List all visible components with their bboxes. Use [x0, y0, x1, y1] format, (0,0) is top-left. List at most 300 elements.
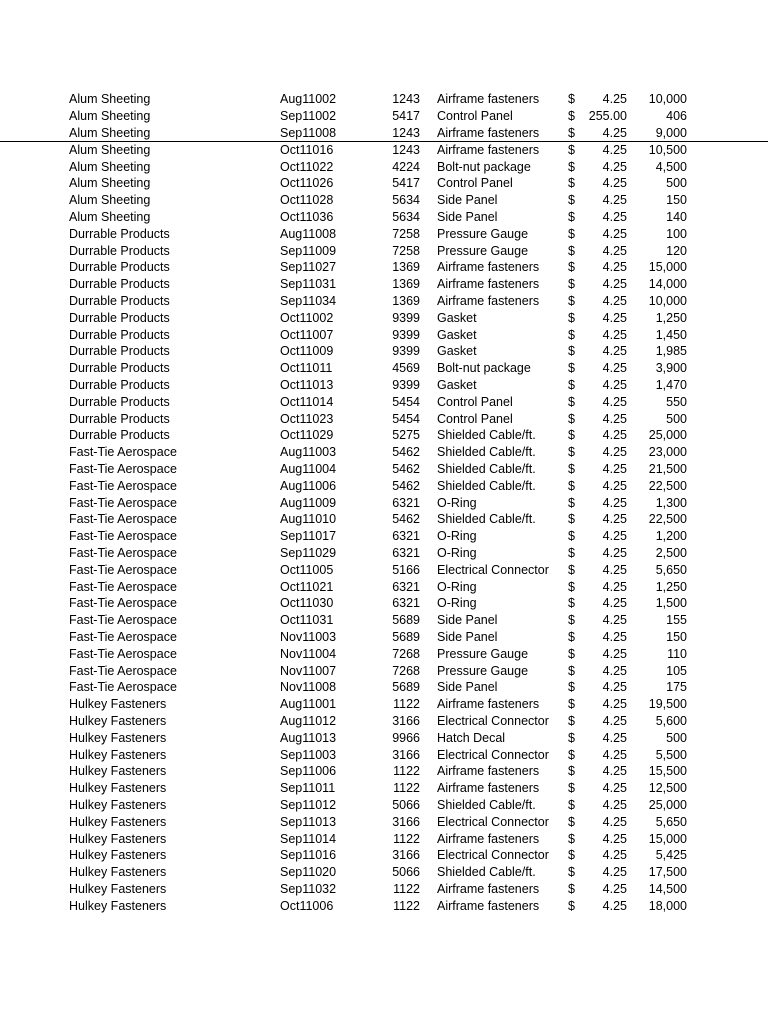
part-number-cell: 5417: [392, 108, 420, 123]
supplier-cell: Durrable Products: [69, 361, 170, 376]
quantity-cell: 17,500: [648, 865, 687, 880]
table-row: [0, 763, 768, 780]
quantity-cell: 110: [667, 646, 687, 661]
table-row: [0, 511, 768, 528]
description-cell: Side Panel: [437, 193, 498, 208]
unit-price-cell: 4.25: [602, 462, 627, 477]
part-number-cell: 7258: [392, 226, 420, 241]
unit-price-cell: 4.25: [602, 646, 627, 661]
supplier-cell: Fast-Tie Aerospace: [69, 613, 177, 628]
currency-symbol-cell: $: [568, 562, 575, 577]
quantity-cell: 550: [666, 394, 687, 409]
quantity-cell: 500: [666, 176, 687, 191]
unit-price-cell: 4.25: [602, 781, 627, 796]
currency-symbol-cell: $: [568, 108, 575, 123]
unit-price-cell: 4.25: [602, 478, 627, 493]
currency-symbol-cell: $: [568, 881, 575, 896]
order-number-cell: Oct11028: [280, 193, 334, 208]
unit-price-cell: 4.25: [602, 814, 627, 829]
currency-symbol-cell: $: [568, 310, 575, 325]
quantity-cell: 19,500: [648, 697, 687, 712]
order-number-cell: Aug11006: [280, 478, 337, 493]
description-cell: O-Ring: [437, 596, 477, 611]
supplier-cell: Fast-Tie Aerospace: [69, 680, 177, 695]
description-cell: Airframe fasteners: [437, 831, 540, 846]
order-number-cell: Oct11007: [280, 327, 334, 342]
currency-symbol-cell: $: [568, 411, 575, 426]
description-cell: Airframe fasteners: [437, 898, 540, 913]
supplier-cell: Fast-Tie Aerospace: [69, 596, 177, 611]
order-number-cell: Aug11003: [280, 445, 337, 460]
order-number-cell: Oct11022: [280, 159, 334, 174]
unit-price-cell: 4.25: [602, 193, 627, 208]
table-row: [0, 797, 768, 814]
unit-price-cell: 4.25: [602, 344, 627, 359]
table-row: [0, 343, 768, 360]
currency-symbol-cell: $: [568, 361, 575, 376]
part-number-cell: 5689: [392, 680, 420, 695]
table-row: [0, 192, 768, 209]
quantity-cell: 1,985: [655, 344, 687, 359]
table-row: [0, 411, 768, 428]
supplier-cell: Fast-Tie Aerospace: [69, 546, 177, 561]
order-number-cell: Sep11031: [280, 277, 337, 292]
part-number-cell: 7258: [392, 243, 420, 258]
part-number-cell: 7268: [392, 646, 420, 661]
currency-symbol-cell: $: [568, 512, 575, 527]
description-cell: Electrical Connector: [437, 747, 549, 762]
order-number-cell: Aug11008: [280, 226, 337, 241]
quantity-cell: 406: [666, 108, 687, 123]
table-row: [0, 663, 768, 680]
description-cell: O-Ring: [437, 529, 477, 544]
currency-symbol-cell: $: [568, 797, 575, 812]
order-number-cell: Oct11031: [280, 613, 334, 628]
unit-price-cell: 4.25: [602, 680, 627, 695]
quantity-cell: 14,000: [648, 277, 687, 292]
order-number-cell: Sep11027: [280, 260, 337, 275]
order-number-cell: Sep11011: [280, 781, 336, 796]
quantity-cell: 140: [666, 210, 687, 225]
unit-price-cell: 4.25: [602, 294, 627, 309]
order-number-cell: Sep11009: [280, 243, 337, 258]
description-cell: Airframe fasteners: [437, 142, 540, 157]
unit-price-cell: 4.25: [602, 159, 627, 174]
part-number-cell: 1243: [392, 142, 420, 157]
part-number-cell: 4224: [392, 159, 420, 174]
unit-price-cell: 4.25: [602, 512, 627, 527]
table-row: [0, 327, 768, 344]
currency-symbol-cell: $: [568, 713, 575, 728]
unit-price-cell: 4.25: [602, 831, 627, 846]
table-row: [0, 898, 768, 915]
quantity-cell: 500: [666, 730, 687, 745]
unit-price-cell: 4.25: [602, 428, 627, 443]
currency-symbol-cell: $: [568, 663, 575, 678]
description-cell: Airframe fasteners: [437, 294, 540, 309]
unit-price-cell: 4.25: [602, 730, 627, 745]
part-number-cell: 5689: [392, 630, 420, 644]
quantity-cell: 150: [666, 193, 687, 208]
quantity-cell: 500: [666, 411, 687, 426]
unit-price-cell: 4.25: [602, 394, 627, 409]
description-cell: Bolt-nut package: [437, 159, 531, 174]
quantity-cell: 175: [666, 680, 687, 695]
description-cell: Shielded Cable/ft.: [437, 865, 536, 880]
currency-symbol-cell: $: [568, 226, 575, 241]
currency-symbol-cell: $: [568, 125, 575, 140]
supplier-cell: Fast-Tie Aerospace: [69, 646, 177, 661]
supplier-cell: Fast-Tie Aerospace: [69, 562, 177, 577]
description-cell: Shielded Cable/ft.: [437, 478, 536, 493]
supplier-cell: Fast-Tie Aerospace: [69, 478, 177, 493]
description-cell: Airframe fasteners: [437, 881, 540, 896]
supplier-cell: Fast-Tie Aerospace: [69, 630, 177, 644]
part-number-cell: 9399: [392, 344, 420, 359]
quantity-cell: 5,600: [655, 713, 687, 728]
table-row: [0, 696, 768, 713]
currency-symbol-cell: $: [568, 697, 575, 712]
quantity-cell: 25,000: [648, 797, 687, 812]
quantity-cell: 105: [666, 663, 687, 678]
part-number-cell: 4569: [392, 361, 420, 376]
quantity-cell: 155: [666, 613, 687, 628]
table-row: [0, 847, 768, 864]
currency-symbol-cell: $: [568, 193, 575, 208]
description-cell: Side Panel: [437, 613, 498, 628]
quantity-cell: 2,500: [655, 546, 687, 561]
unit-price-cell: 4.25: [602, 747, 627, 762]
currency-symbol-cell: $: [568, 865, 575, 880]
currency-symbol-cell: $: [568, 327, 575, 342]
unit-price-cell: 4.25: [602, 277, 627, 292]
currency-symbol-cell: $: [568, 210, 575, 225]
table-row: [0, 730, 768, 747]
unit-price-cell: 4.25: [602, 226, 627, 241]
quantity-cell: 14,500: [648, 881, 687, 896]
part-number-cell: 6321: [392, 495, 420, 510]
order-number-cell: Oct11006: [280, 898, 334, 913]
quantity-cell: 10,000: [648, 294, 687, 309]
description-cell: Pressure Gauge: [437, 226, 529, 241]
supplier-cell: Durrable Products: [69, 226, 170, 241]
description-cell: Shielded Cable/ft.: [437, 462, 536, 477]
unit-price-cell: 4.25: [602, 898, 627, 913]
unit-price-cell: 4.25: [602, 865, 627, 880]
order-number-cell: Sep11032: [280, 881, 337, 896]
table-row: [0, 91, 768, 108]
order-number-cell: Sep11029: [280, 546, 337, 561]
table-row: [0, 629, 768, 646]
unit-price-cell: 4.25: [602, 260, 627, 275]
description-cell: Control Panel: [437, 176, 513, 191]
table-row: [0, 293, 768, 310]
order-number-cell: Oct11030: [280, 596, 334, 611]
part-number-cell: 1369: [392, 260, 420, 275]
supplier-cell: Durrable Products: [69, 243, 170, 258]
quantity-cell: 15,000: [648, 831, 687, 846]
supplier-cell: Alum Sheeting: [69, 125, 151, 140]
description-cell: Gasket: [437, 378, 477, 393]
part-number-cell: 1369: [392, 294, 420, 309]
order-number-cell: Oct11014: [280, 394, 334, 409]
description-cell: Pressure Gauge: [437, 646, 529, 661]
unit-price-cell: 4.25: [602, 663, 627, 678]
table-row: [0, 377, 768, 394]
description-cell: Electrical Connector: [437, 713, 549, 728]
supplier-cell: Durrable Products: [69, 327, 170, 342]
supplier-cell: Durrable Products: [69, 411, 170, 426]
currency-symbol-cell: $: [568, 478, 575, 493]
order-number-cell: Sep11006: [280, 764, 337, 779]
part-number-cell: 5689: [392, 613, 420, 628]
table-row: [0, 713, 768, 730]
description-cell: Electrical Connector: [437, 562, 549, 577]
order-number-cell: Oct11005: [280, 562, 334, 577]
unit-price-cell: 4.25: [602, 613, 627, 628]
order-number-cell: Sep11012: [280, 797, 337, 812]
supplier-cell: Fast-Tie Aerospace: [69, 579, 177, 594]
description-cell: Airframe fasteners: [437, 764, 540, 779]
part-number-cell: 6321: [392, 529, 420, 544]
unit-price-cell: 4.25: [602, 881, 627, 896]
unit-price-cell: 4.25: [602, 630, 627, 644]
part-number-cell: 5275: [392, 428, 420, 443]
description-cell: Airframe fasteners: [437, 697, 540, 712]
table-row: [0, 595, 768, 612]
quantity-cell: 21,500: [648, 462, 687, 477]
part-number-cell: 5417: [392, 176, 420, 191]
description-cell: O-Ring: [437, 579, 477, 594]
description-cell: Airframe fasteners: [437, 92, 540, 106]
unit-price-cell: 4.25: [602, 142, 627, 157]
table-row: [0, 579, 768, 596]
currency-symbol-cell: $: [568, 831, 575, 846]
part-number-cell: 5462: [392, 512, 420, 527]
order-number-cell: Oct11013: [280, 378, 334, 393]
currency-symbol-cell: $: [568, 445, 575, 460]
unit-price-cell: 4.25: [602, 713, 627, 728]
currency-symbol-cell: $: [568, 596, 575, 611]
order-number-cell: Aug11004: [280, 462, 337, 477]
unit-price-cell: 4.25: [602, 764, 627, 779]
unit-price-cell: 255.00: [588, 108, 627, 123]
currency-symbol-cell: $: [568, 243, 575, 258]
description-cell: Control Panel: [437, 108, 513, 123]
quantity-cell: 1,500: [655, 596, 687, 611]
table-row: [0, 276, 768, 293]
part-number-cell: 1122: [393, 764, 420, 779]
supplier-cell: Alum Sheeting: [69, 159, 151, 174]
supplier-cell: Fast-Tie Aerospace: [69, 462, 177, 477]
currency-symbol-cell: $: [568, 730, 575, 745]
table-row: [0, 679, 768, 696]
table-row: [0, 175, 768, 192]
quantity-cell: 18,000: [648, 898, 687, 913]
description-cell: Side Panel: [437, 210, 498, 225]
supplier-cell: Hulkey Fasteners: [69, 697, 167, 712]
description-cell: Gasket: [437, 310, 477, 325]
table-row: [0, 444, 768, 461]
part-number-cell: 5066: [392, 865, 420, 880]
order-number-cell: Aug11001: [280, 697, 337, 712]
quantity-cell: 25,000: [648, 428, 687, 443]
description-cell: Shielded Cable/ft.: [437, 428, 536, 443]
supplier-cell: Durrable Products: [69, 428, 170, 443]
spreadsheet-table: [0, 91, 768, 915]
currency-symbol-cell: $: [568, 898, 575, 913]
order-number-cell: Oct11016: [280, 142, 334, 157]
order-number-cell: Aug11009: [280, 495, 337, 510]
order-number-cell: Sep11003: [280, 747, 337, 762]
part-number-cell: 1243: [392, 125, 420, 140]
quantity-cell: 5,650: [655, 814, 687, 829]
part-number-cell: 9966: [392, 730, 420, 745]
description-cell: Side Panel: [437, 680, 498, 695]
description-cell: Pressure Gauge: [437, 663, 529, 678]
order-number-cell: Oct11036: [280, 210, 334, 225]
order-number-cell: Oct11026: [280, 176, 334, 191]
part-number-cell: 6321: [392, 596, 420, 611]
part-number-cell: 1122: [393, 898, 420, 913]
table-row: [0, 461, 768, 478]
order-number-cell: Aug11002: [280, 92, 337, 106]
part-number-cell: 6321: [392, 579, 420, 594]
unit-price-cell: 4.25: [602, 243, 627, 258]
currency-symbol-cell: $: [568, 630, 575, 644]
part-number-cell: 9399: [392, 327, 420, 342]
description-cell: Airframe fasteners: [437, 125, 540, 140]
quantity-cell: 5,650: [655, 562, 687, 577]
order-number-cell: Oct11011: [280, 361, 333, 376]
description-cell: Side Panel: [437, 630, 498, 644]
part-number-cell: 6321: [392, 546, 420, 561]
supplier-cell: Durrable Products: [69, 394, 170, 409]
table-row: [0, 831, 768, 848]
supplier-cell: Alum Sheeting: [69, 210, 151, 225]
unit-price-cell: 4.25: [602, 562, 627, 577]
unit-price-cell: 4.25: [602, 797, 627, 812]
description-cell: Electrical Connector: [437, 814, 549, 829]
part-number-cell: 9399: [392, 310, 420, 325]
currency-symbol-cell: $: [568, 378, 575, 393]
currency-symbol-cell: $: [568, 176, 575, 191]
currency-symbol-cell: $: [568, 781, 575, 796]
unit-price-cell: 4.25: [602, 210, 627, 225]
part-number-cell: 7268: [392, 663, 420, 678]
part-number-cell: 5454: [392, 394, 420, 409]
quantity-cell: 10,500: [648, 142, 687, 157]
part-number-cell: 3166: [392, 848, 420, 863]
currency-symbol-cell: $: [568, 814, 575, 829]
quantity-cell: 1,250: [655, 579, 687, 594]
quantity-cell: 10,000: [648, 92, 687, 106]
table-row: [0, 159, 768, 176]
part-number-cell: 5166: [392, 562, 420, 577]
supplier-cell: Alum Sheeting: [69, 142, 151, 157]
table-row: [0, 394, 768, 411]
order-number-cell: Aug11010: [280, 512, 337, 527]
part-number-cell: 1243: [392, 92, 420, 106]
part-number-cell: 5462: [392, 445, 420, 460]
unit-price-cell: 4.25: [602, 378, 627, 393]
table-row: [0, 881, 768, 898]
supplier-cell: Hulkey Fasteners: [69, 730, 167, 745]
table-row: [0, 259, 768, 276]
supplier-cell: Hulkey Fasteners: [69, 898, 167, 913]
quantity-cell: 120: [666, 243, 687, 258]
currency-symbol-cell: $: [568, 260, 575, 275]
supplier-cell: Fast-Tie Aerospace: [69, 512, 177, 527]
order-number-cell: Sep11008: [280, 125, 337, 140]
order-number-cell: Aug11012: [280, 713, 337, 728]
order-number-cell: Sep11014: [280, 831, 337, 846]
supplier-cell: Durrable Products: [69, 310, 170, 325]
currency-symbol-cell: $: [568, 613, 575, 628]
currency-symbol-cell: $: [568, 294, 575, 309]
quantity-cell: 23,000: [648, 445, 687, 460]
part-number-cell: 3166: [392, 713, 420, 728]
unit-price-cell: 4.25: [602, 697, 627, 712]
supplier-cell: Hulkey Fasteners: [69, 747, 167, 762]
table-row: [0, 562, 768, 579]
description-cell: Airframe fasteners: [437, 781, 540, 796]
table-row: [0, 310, 768, 327]
supplier-cell: Durrable Products: [69, 277, 170, 292]
part-number-cell: 5634: [392, 193, 420, 208]
table-row: [0, 125, 768, 142]
table-row: [0, 646, 768, 663]
supplier-cell: Fast-Tie Aerospace: [69, 445, 177, 460]
table-row: [0, 427, 768, 444]
table-row: [0, 864, 768, 881]
order-number-cell: Oct11021: [280, 579, 334, 594]
part-number-cell: 1369: [392, 277, 420, 292]
order-number-cell: Nov11003: [280, 630, 337, 644]
table-row: [0, 226, 768, 243]
quantity-cell: 5,425: [655, 848, 687, 863]
quantity-cell: 15,000: [648, 260, 687, 275]
description-cell: Pressure Gauge: [437, 243, 529, 258]
supplier-cell: Alum Sheeting: [69, 193, 151, 208]
supplier-cell: Durrable Products: [69, 378, 170, 393]
unit-price-cell: 4.25: [602, 361, 627, 376]
supplier-cell: Fast-Tie Aerospace: [69, 529, 177, 544]
supplier-cell: Alum Sheeting: [69, 92, 151, 106]
part-number-cell: 9399: [392, 378, 420, 393]
table-row: [0, 209, 768, 226]
part-number-cell: 3166: [392, 814, 420, 829]
currency-symbol-cell: $: [568, 159, 575, 174]
quantity-cell: 1,450: [655, 327, 687, 342]
part-number-cell: 1122: [393, 697, 420, 712]
currency-symbol-cell: $: [568, 462, 575, 477]
order-number-cell: Oct11009: [280, 344, 334, 359]
currency-symbol-cell: $: [568, 579, 575, 594]
supplier-cell: Durrable Products: [69, 294, 170, 309]
order-number-cell: Aug11013: [280, 730, 337, 745]
description-cell: Airframe fasteners: [437, 277, 540, 292]
order-number-cell: Nov11007: [280, 663, 337, 678]
supplier-cell: Hulkey Fasteners: [69, 848, 167, 863]
order-number-cell: Oct11002: [280, 310, 334, 325]
order-number-cell: Oct11029: [280, 428, 334, 443]
quantity-cell: 12,500: [648, 781, 687, 796]
table-row: [0, 612, 768, 629]
unit-price-cell: 4.25: [602, 848, 627, 863]
order-number-cell: Sep11016: [280, 848, 337, 863]
description-cell: Shielded Cable/ft.: [437, 512, 536, 527]
